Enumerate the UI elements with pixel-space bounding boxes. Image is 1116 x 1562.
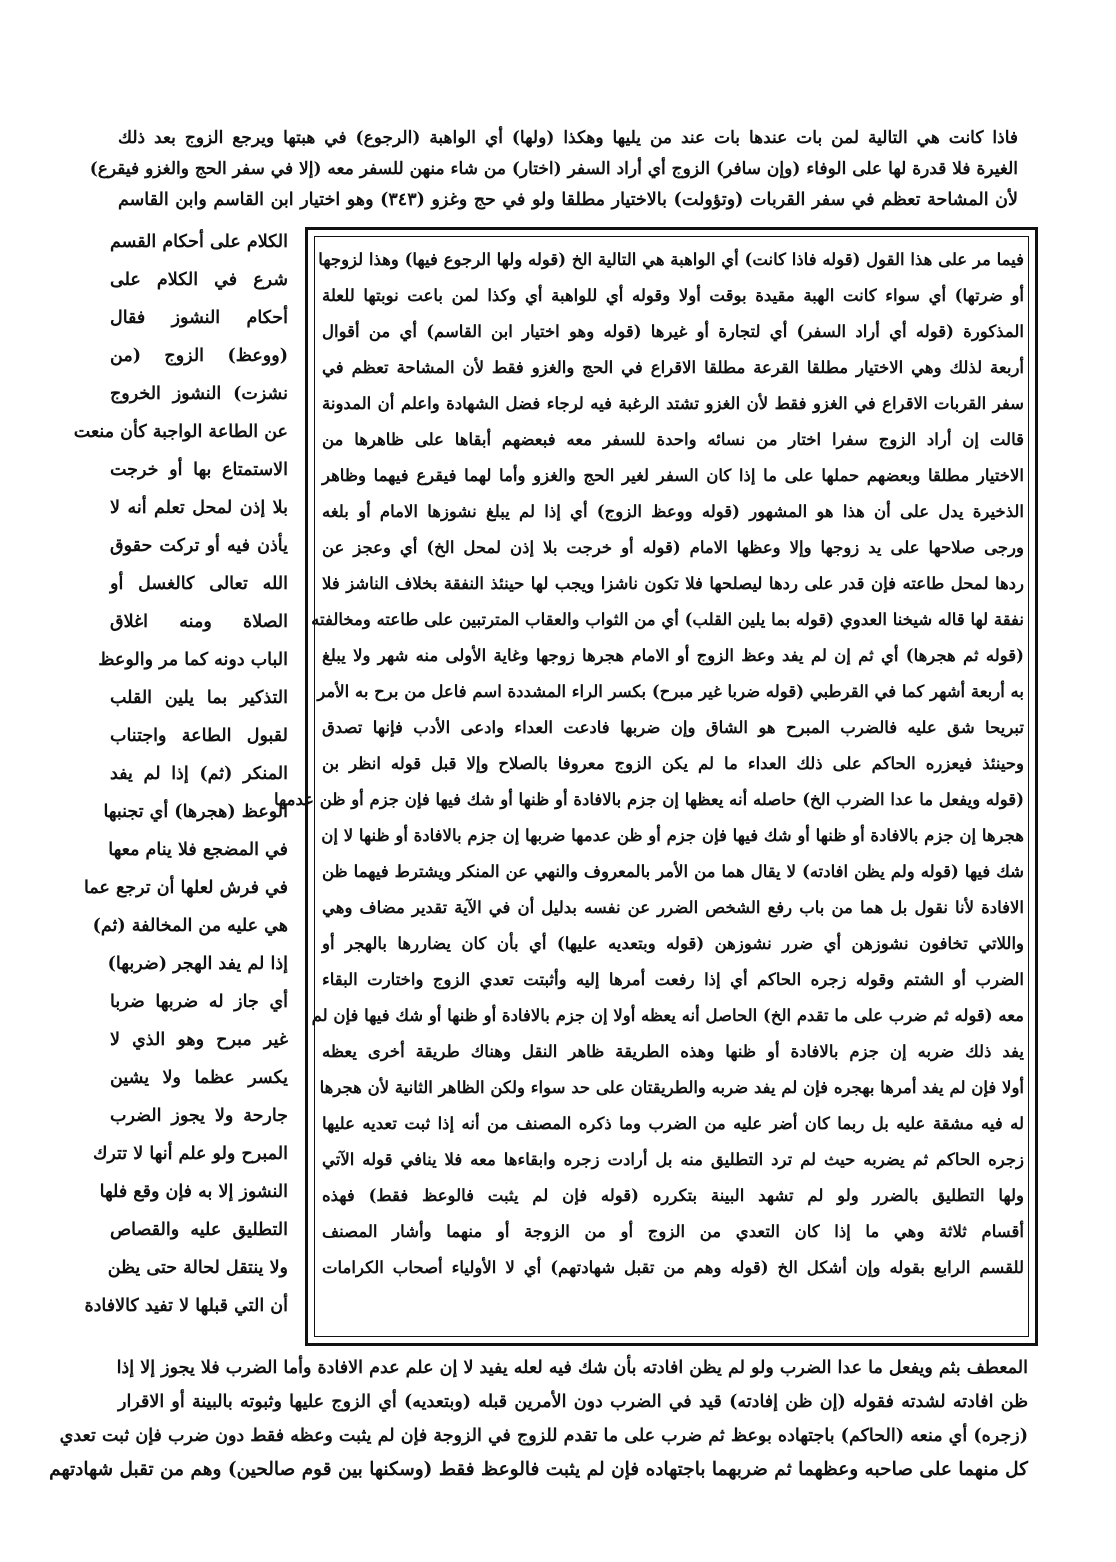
commentary-line: (قوله ويفعل ما عدا الضرب الخ) حاصله أنه يعظها إن جزم بالافادة أو ظنها أو شك فيها فإن جزم أو ظن عدمها: [274, 790, 1024, 809]
side-text-line: أي جاز له ضربها ضربا: [110, 992, 288, 1012]
commentary-line: معه (قوله ثم ضرب على ما تقدم الخ) الحاصل أنه يعظه أولا إن جزم بالافادة أو ظنها أو شك فيها فإن لم: [311, 1006, 1024, 1025]
commentary-line: به أربعة أشهر كما في القرطبي (قوله ضربا غير مبرح) بكسر الراء المشددة اسم فاعل من برح به الأمر: [317, 682, 1024, 701]
commentary-line: الذخيرة يدل على أن هذا هو المشهور (قوله ووعظ الزوج) أي إذا لم يبلغ نشوزها الامام أو بلغه: [322, 502, 1024, 521]
side-text-line: (ووعظ) الزوج (من: [110, 346, 288, 366]
side-text-line: أن التي قبلها لا تفيد كالافادة: [84, 1296, 288, 1316]
side-text-line: الباب دونه كما مر والوعظ: [98, 650, 288, 670]
side-text-line: ولا ينتقل لحالة حتى يظن: [107, 1258, 288, 1278]
side-text-line: أحكام النشوز فقال: [110, 308, 288, 328]
side-text-line: شرع في الكلام على: [110, 270, 288, 290]
side-text-line: إذا لم يفد الهجر (ضربها): [107, 954, 288, 974]
side-text-line: التذكير بما يلين القلب: [110, 688, 288, 708]
side-text-line: الكلام على أحكام القسم: [109, 232, 288, 252]
commentary-line: الضرب أو الشتم وقوله زجره الحاكم أي إذا رفعت أمرها إليه وأثبتت تعدي الزوج واختارت البقاء: [322, 970, 1024, 989]
commentary-line: ورجى صلاحها على يد زوجها وإلا وعظها الامام (قوله أو خرجت بلا إذن لمحل الخ) أي وعجز عن: [322, 538, 1024, 557]
side-text-line: نشزت) النشوز الخروج: [110, 384, 288, 404]
commentary-line: تبريحا شق عليه فالضرب المبرح هو الشاق وإن ضربها فادعت العداء وادعى الأدب فإنها تصدق: [322, 718, 1024, 737]
side-text-line: التطليق عليه والقصاص: [110, 1220, 288, 1240]
commentary-line: هجرها إن جزم بالافادة أو ظنها أو شك فيها فإن جزم أو ظن عدمها ضربها إن جزم بالافادة أو ظنها لا إن: [321, 826, 1024, 845]
side-text-line: غير مبرح وهو الذي لا: [110, 1030, 288, 1050]
side-text-line: يكسر عظما ولا يشين: [110, 1068, 288, 1088]
commentary-line: زجره الحاكم ثم يضربه حيث لم ترد التطليق منه بل أرادت زجره وابقاءها معه فلا ينافي قوله الآتي: [322, 1150, 1024, 1169]
commentary-line: الاختيار مطلقا وبعضهم حملها على ما إذا كان السفر لغير الحج والغزو وأما لهما فيقرع فيهما وظاهر: [322, 466, 1024, 485]
commentary-line: يفد ذلك ضربه إن جزم بالافادة أو ظنها وهذه الطريقة ظاهر النقل وهناك طريقة أخرى يعظه: [322, 1042, 1024, 1061]
main-text-line: الغيرة فلا قدرة لها على الوفاء (وإن سافر) الزوج أي أراد السفر (اختار) من شاء منهن للسفر معه (إلا في سفر الحج والغزو فيقرع): [89, 159, 1018, 179]
main-text-line: ظن افادته لشدته فقوله (إن ظن إفادته) قيد في الضرب دون الأمرين قبله (وبتعديه) أي الزوج عليها وثبوته بالبينة أو الاقرار: [118, 1392, 1028, 1412]
side-text-line: الله تعالى كالغسل أو: [110, 574, 288, 594]
commentary-line: وحينئذ فيعزره الحاكم على ذلك العداء ما لم يكن الزوج معروفا بالصلاح وإلا قبل قوله انظر بن: [322, 754, 1024, 773]
commentary-line: للقسم الرابع بقوله وإن أشكل الخ (قوله وهم من تقبل شهادتهم) أي لا الأولياء أصحاب الكرامات: [322, 1258, 1024, 1277]
side-text-line: الوعظ (هجرها) أي تجنبها: [103, 802, 288, 822]
commentary-line: أو ضرتها) أي سواء كانت الهبة مقيدة بوقت أولا وقوله أي للواهبة أي وكذا لمن باعت نوبتها للعلة: [322, 286, 1024, 305]
side-text-line: جارحة ولا يجوز الضرب: [110, 1106, 288, 1126]
side-text-line: النشوز إلا به فإن وقع فلها: [99, 1182, 288, 1202]
main-text-line: المعطف بثم ويفعل ما عدا الضرب ولو لم يظن افادته بأن شك فيه لعله يفيد لا إن علم عدم الافادة وأما الضرب فلا يجوز إلا إذا: [116, 1358, 1028, 1378]
side-text-line: بلا إذن لمحل تعلم أنه لا: [110, 498, 288, 518]
commentary-line: ولها التطليق بالضرر ولو لم تشهد البينة بتكرره (قوله فإن لم يثبت فالوعظ فقط) فهذه: [322, 1186, 1024, 1205]
commentary-line: أقسام ثلاثة وهي ما إذا كان التعدي من الزوج أو من الزوجة أو منهما وأشار المصنف: [322, 1222, 1024, 1241]
commentary-line: أربعة لذلك وهي الاختيار مطلقا القرعة مطلقا الاقراع في الحج والغزو فقط لأن المشاحة تعظم في: [322, 358, 1024, 377]
main-text-line: فاذا كانت هي التالية لمن بات عندها بات عند من يليها وهكذا (ولها) أي الواهبة (الرجوع) في هبتها ويرجع الزوج بعد ذلك: [118, 128, 1019, 148]
commentary-line: شك فيها (قوله ولم يظن افادته) لا يقال هما من الأمر بالمعروف والنهي عن المنكر ويشترط فيهما ظن: [322, 862, 1024, 881]
commentary-line: له فيه مشقة عليه بل ربما كان أضر عليه من الضرب وما ذكره المصنف من أنه إذا ثبت تعديه عليها: [322, 1114, 1024, 1133]
side-text-line: المنكر (ثم) إذا لم يفد: [110, 764, 288, 784]
side-text-line: يأذن فيه أو تركت حقوق: [110, 536, 288, 556]
side-text-line: عن الطاعة الواجبة كأن منعت: [73, 422, 288, 442]
side-text-line: الاستمتاع بها أو خرجت: [110, 460, 288, 480]
commentary-line: قالت إن أراد الزوج سفرا اختار من نسائه واحدة للسفر معه فبعضهم أبقاها على ظاهرها من: [322, 430, 1024, 449]
commentary-line: أولا فإن لم يفد أمرها بهجره فإن لم يفد ضربه والطريقتان على حد سواء ولكن الظاهر الثانية لأن هجرها: [319, 1078, 1024, 1097]
side-text-line: لقبول الطاعة واجتناب: [110, 726, 288, 746]
main-text-line: كل منهما على صاحبه وعظهما ثم ضربهما باجتهاده فإن لم يثبت فالوعظ فقط (وسكنها بين قوم صالحين) وهم من تقبل شهادتهم: [49, 1459, 1028, 1480]
side-text-line: في فرش لعلها أن ترجع عما: [83, 878, 288, 898]
side-text-line: هي عليه من المخالفة (ثم): [92, 916, 288, 936]
side-text-line: الصلاة ومنه اغلاق: [110, 612, 288, 632]
main-text-line: (زجره) أي منعه (الحاكم) باجتهاده بوعظ ثم ضرب على ما تقدم للزوج في الزوجة فإن لم يثبت وعظه فقط دون ضرب فإن ثبت تعدي: [59, 1426, 1028, 1446]
side-text-line: في المضجع فلا ينام معها: [108, 840, 288, 860]
commentary-line: ردها لمحل طاعته فإن قدر على ردها ليصلحها فلا تكون ناشزا ويجب لها حينئذ النفقة بخلاف الناشز فلا: [322, 574, 1024, 593]
commentary-line: (قوله ثم هجرها) أي ثم إن لم يفد وعظ الزوج أو الامام هجرها زوجها وغاية الأولى منه شهر ولا يبلغ: [322, 646, 1024, 665]
commentary-line: نفقة لها قاله شيخنا العدوي (قوله بما يلين القلب) أي من الثواب والعقاب المترتبين على طاعته ومخالفته: [311, 610, 1024, 629]
commentary-line: فيما مر على هذا القول (قوله فاذا كانت) أي الواهبة هي التالية الخ (قوله ولها الرجوع فيها) وهذا لزوجها: [318, 250, 1024, 269]
side-text-line: المبرح ولو علم أنها لا تترك: [92, 1144, 288, 1164]
commentary-line: الافادة لأنا نقول بل هما من باب رفع الشخص الضرر عن نفسه بدليل أن في الآية تقدير مضاف وهي: [322, 898, 1024, 917]
main-text-line: لأن المشاحة تعظم في سفر القربات (وتؤولت) بالاختيار مطلقا ولو في حج وغزو (٣٤٣) وهو اختيار ابن القاسم وابن القاسم: [118, 190, 1018, 210]
commentary-line: سفر القربات الاقراع في الغزو فقط لأن الغزو تشتد الرغبة فيه لرجاء فضل الشهادة واعلم أن المدونة: [322, 394, 1024, 413]
commentary-line: واللاتي تخافون نشوزهن أي ضرر نشوزهن (قوله وبتعديه عليها) أي بأن كان يضاررها بالهجر أو: [322, 934, 1024, 953]
commentary-line: المذكورة (قوله أي أراد السفر) أي لتجارة أو غيرها (قوله وهو اختيار ابن القاسم) أي من أقوال: [322, 322, 1024, 341]
